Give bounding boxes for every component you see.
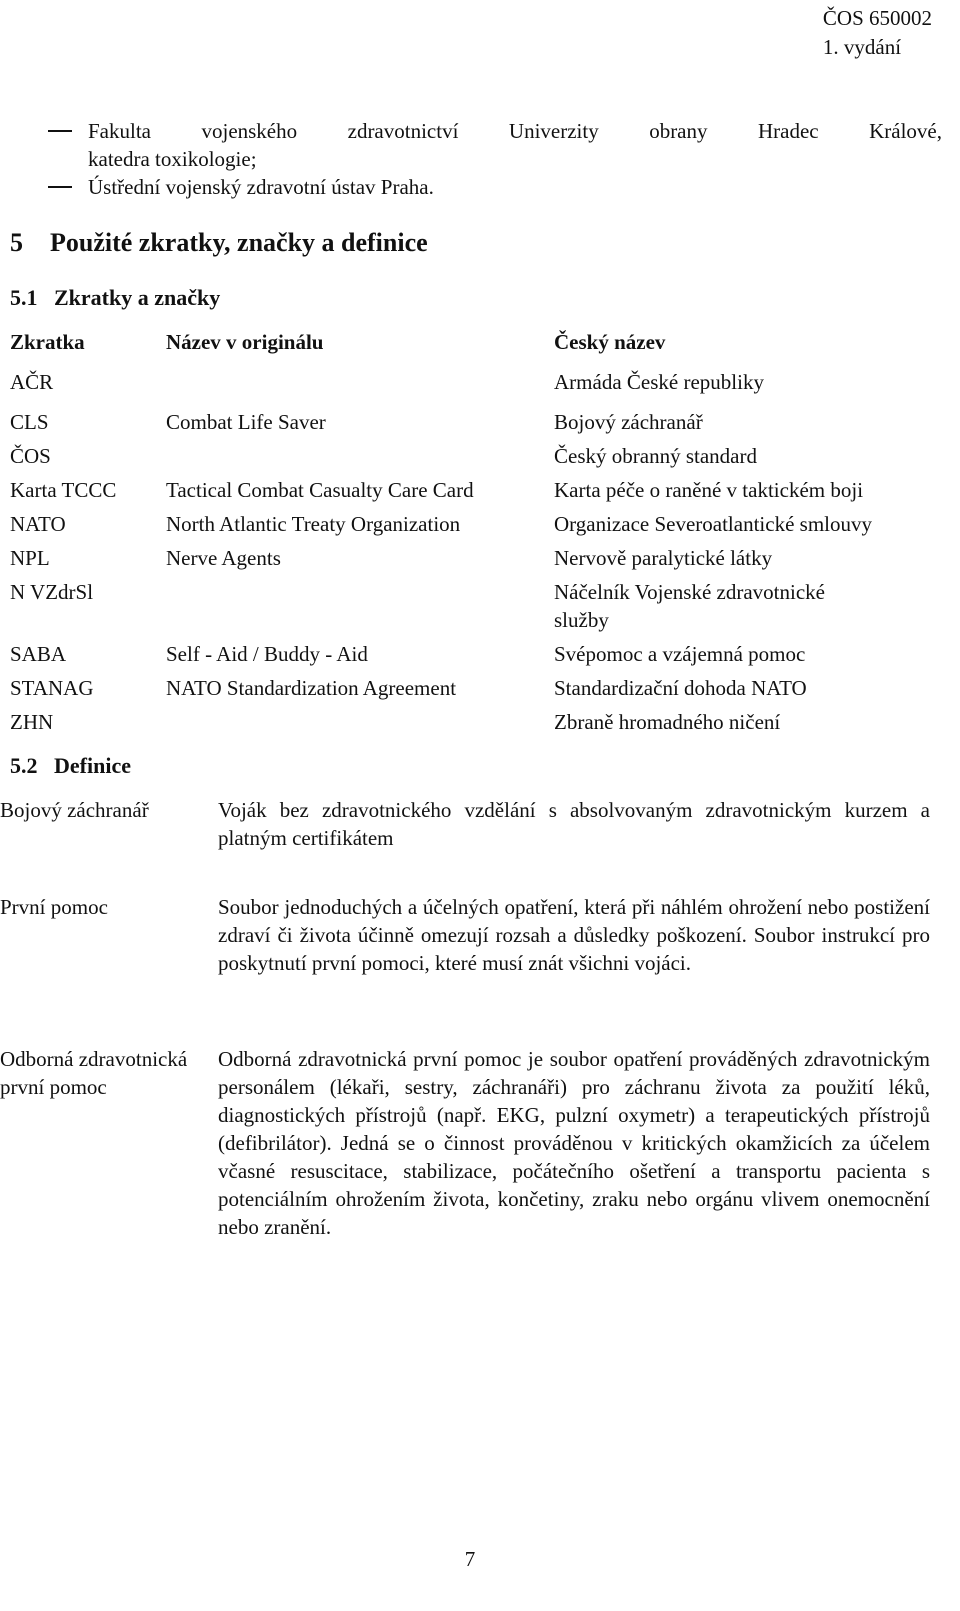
cell-abbr: CLS xyxy=(10,410,49,434)
cell-czech: Svépomoc a vzájemná pomoc xyxy=(554,642,806,666)
cell-czech: Český obranný standard xyxy=(554,444,757,468)
cell-abbr: STANAG xyxy=(10,676,94,700)
cell-abbr: ZHN xyxy=(10,710,54,734)
definition-term: Odborná zdravotnická první pomoc xyxy=(0,1047,188,1099)
page-number: 7 xyxy=(464,1547,476,1571)
cell-original: Tactical Combat Casualty Care Card xyxy=(166,478,474,502)
dash-bullet-icon xyxy=(48,186,72,188)
cell-abbr: ČOS xyxy=(10,444,51,468)
column-header-original: Název v originálu xyxy=(166,330,324,354)
section-heading xyxy=(10,227,428,259)
cell-original: North Atlantic Treaty Organization xyxy=(166,512,461,536)
edition: 1. vydání xyxy=(822,35,902,59)
subsection-heading xyxy=(10,284,220,312)
list-item xyxy=(48,173,942,201)
cell-original: NATO Standardization Agreement xyxy=(166,676,457,700)
section-title: Použité zkratky, značky a definice xyxy=(50,228,428,257)
cell-abbr: NPL xyxy=(10,546,50,570)
definition-term: Bojový záchranář xyxy=(0,798,149,822)
list-item-line: katedra toxikologie; xyxy=(88,147,257,171)
subsection-heading xyxy=(10,752,131,780)
cell-czech: Armáda České republiky xyxy=(554,370,764,394)
column-header-abbr: Zkratka xyxy=(10,330,85,354)
cell-abbr: AČR xyxy=(10,370,54,394)
subsection-title: Zkratky a značky xyxy=(54,285,221,310)
institution-list xyxy=(48,117,942,201)
definition-text: Voják bez zdravotnického vzdělání s absolvovaným zdravotnickým kurzem a platným certifikátem xyxy=(218,798,930,850)
subsection-number: 5.2 xyxy=(10,753,38,778)
cell-czech: Organizace Severoatlantické smlouvy xyxy=(554,512,872,536)
definition-text: Odborná zdravotnická první pomoc je soubor opatření prováděných zdravotnickým personálem (lékaři, sestry, záchranáři) pro záchranu života za použití léků, diagnostických přístrojů (např. EKG, pulzní oxymetr) a terapeutických přístrojů (defibrilátor). Jedná se o činnost prováděnou v kritických okamžicích za účelem včasné resuscitace, stabilizace, počátečního ošetření a transportu pacienta s potenciálním ohrožením života, končetiny, zraku nebo orgánu vlivem onemocnění nebo zranění. xyxy=(218,1047,930,1239)
cell-abbr: NATO xyxy=(10,512,66,536)
document-identifier xyxy=(823,4,932,62)
subsection-title: Definice xyxy=(54,753,131,778)
section-number: 5 xyxy=(10,228,23,257)
list-item-line: Ústřední vojenský zdravotní ústav Praha. xyxy=(88,175,434,199)
cell-original: Nerve Agents xyxy=(166,546,281,570)
definition-term: První pomoc xyxy=(0,895,108,919)
cell-original: Combat Life Saver xyxy=(166,410,326,434)
cell-abbr: SABA xyxy=(10,642,67,666)
list-item-line: Fakulta vojenského zdravotnictví Univerzity obrany Hradec Králové, xyxy=(88,119,942,143)
cell-czech: Standardizační dohoda NATO xyxy=(554,676,807,700)
cell-czech: Nervově paralytické látky xyxy=(554,546,773,570)
list-item xyxy=(48,117,942,173)
doc-code: ČOS 650002 xyxy=(822,6,932,30)
cell-abbr: Karta TCCC xyxy=(10,478,117,502)
cell-abbr: N VZdrSl xyxy=(10,580,94,604)
cell-czech: Bojový záchranář xyxy=(554,410,703,434)
dash-bullet-icon xyxy=(48,130,72,132)
cell-czech: Náčelník Vojenské zdravotnické služby xyxy=(554,580,825,632)
subsection-number: 5.1 xyxy=(10,285,38,310)
cell-czech: Karta péče o raněné v taktickém boji xyxy=(554,478,864,502)
column-header-czech: Český název xyxy=(554,330,666,354)
cell-czech: Zbraně hromadného ničení xyxy=(554,710,781,734)
definition-text: Soubor jednoduchých a účelných opatření, která při náhlém ohrožení nebo postižení zdraví či života účinně omezují rozsah a důsledky poškození. Soubor instrukcí pro poskytnutí první pomoci, které musí znát všichni vojáci. xyxy=(218,895,930,975)
cell-original: Self - Aid / Buddy - Aid xyxy=(166,642,368,666)
